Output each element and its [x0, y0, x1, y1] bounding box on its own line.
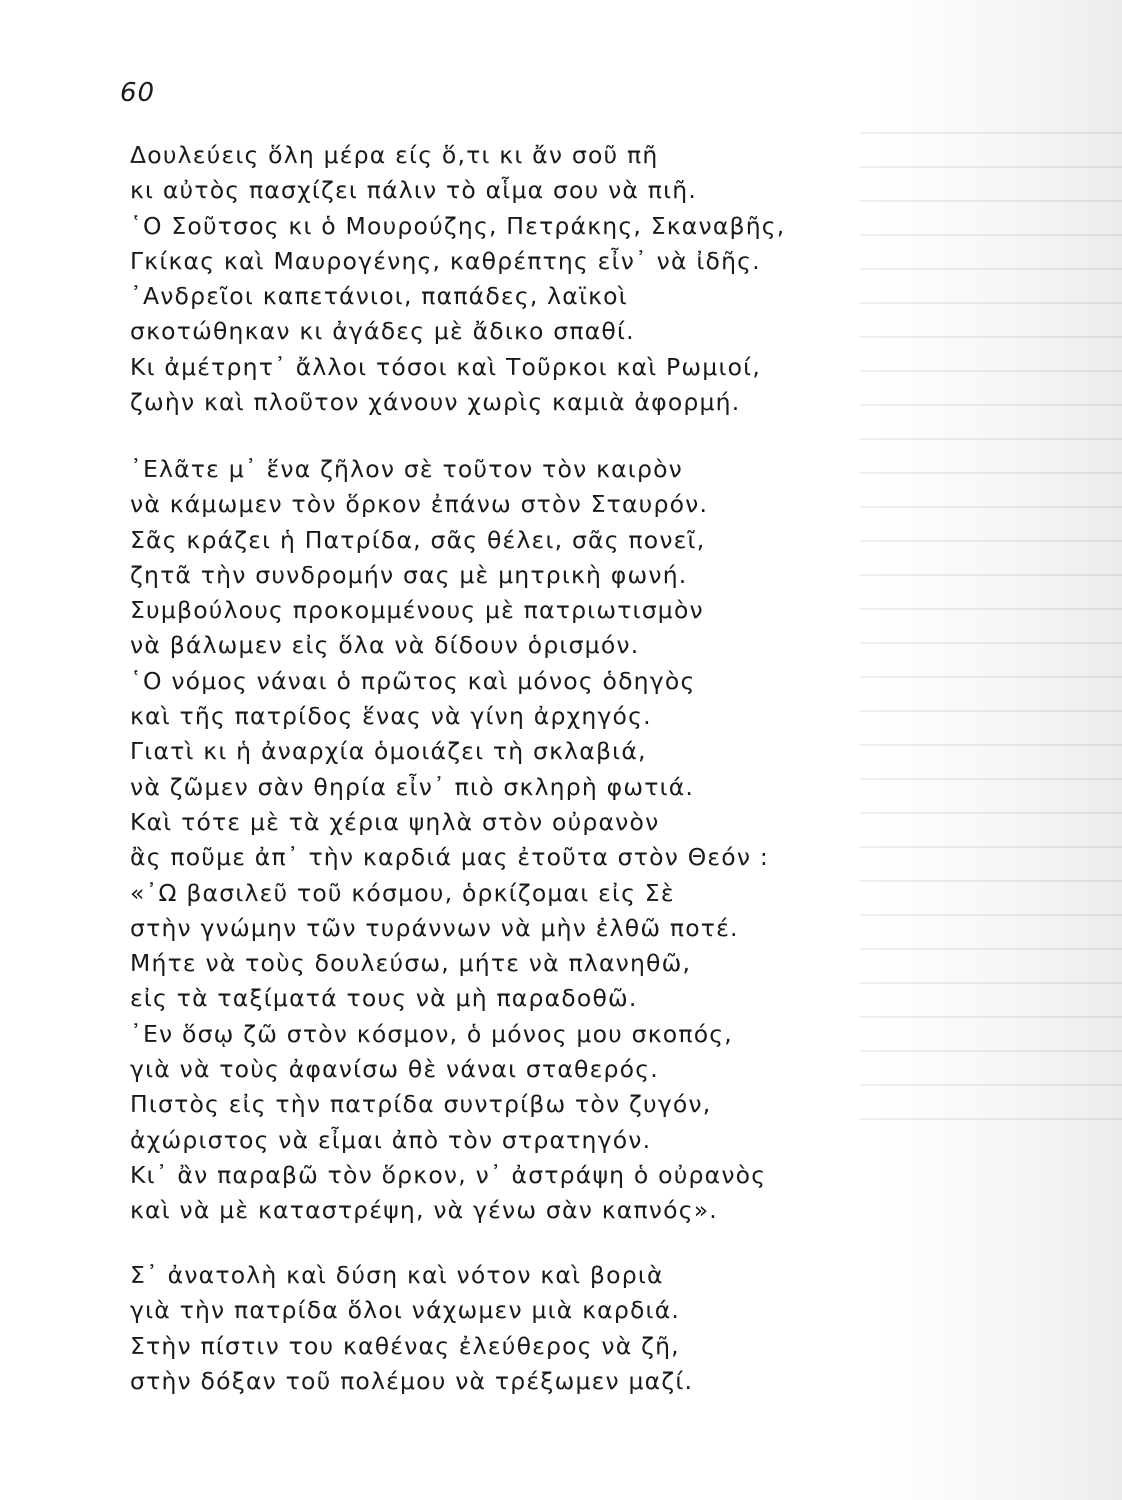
- poem-line: Δουλεύεις ὅλη μέρα είς ὅ,τι κι ἄν σοῦ πῆ: [130, 141, 659, 169]
- poem-line: Πιστὸς εἰς τὴν πατρίδα συντρίβω τὸν ζυγόν,: [130, 1090, 712, 1119]
- poem-line: γιὰ τὴν πατρίδα ὅλοι νάχωμεν μιὰ καρδιά.: [130, 1296, 681, 1325]
- poem-line: ᾿Ελᾶτε μ᾽ ἕνα ζῆλον σὲ τοῦτον τὸν καιρὸν: [130, 455, 683, 483]
- poem-line: Στὴν πίστιν του καθένας ἐλεύθερος νὰ ζῆ,: [130, 1331, 680, 1360]
- poem-line: στὴν δόξαν τοῦ πολέμου νὰ τρέξωμεν μαζί.: [130, 1366, 694, 1395]
- poem-line: καὶ νὰ μὲ καταστρέψη, νὰ γένω σὰν καπνός».: [130, 1196, 718, 1225]
- poem-line: στὴν γνώμην τῶν τυράννων νὰ μὴν ἐλθῶ ποτέ.: [130, 913, 739, 942]
- poem-line: ῾Ο Σοῦτσος κι ὁ Μουρούζης, Πετράκης, Σκαναβῆς,: [130, 211, 786, 240]
- poem-line: «᾿Ω βασιλεῦ τοῦ κόσμου, ὁρκίζομαι εἰς Σὲ: [130, 878, 675, 907]
- poem-line: εἰς τὰ ταξίματά τους νὰ μὴ παραδοθῶ.: [130, 984, 638, 1013]
- poem-line: Κι᾽ ἂν παραβῶ τὸν ὅρκον, ν᾽ ἀστράψη ὁ οὐρανὸς: [130, 1160, 767, 1189]
- poem-line: καὶ τῆς πατρίδος ἕνας νὰ γίνη ἀρχηγός.: [130, 702, 652, 731]
- poem-line: ῾Ο νόμος νάναι ὁ πρῶτος καὶ μόνος ὁδηγὸς: [130, 666, 696, 695]
- poem-line: ᾿Ανδρεῖοι καπετάνιοι, παπάδες, λαϊκοὶ: [130, 282, 628, 311]
- poem-line: νὰ βάλωμεν εἰς ὅλα νὰ δίδουν ὁρισμόν.: [130, 631, 640, 660]
- poem-stanza-2: [130, 452, 769, 1229]
- poem-line: ζωὴν καὶ πλοῦτον χάνουν χωρὶς καμιὰ ἀφορμή.: [130, 388, 741, 417]
- poem-stanza-1: [130, 138, 785, 420]
- poem-line: Κι ἀμέτρητ᾽ ἄλλοι τόσοι καὶ Τοῦρκοι καὶ Ρωμιοί,: [130, 352, 762, 381]
- poem-line: Μήτε νὰ τοὺς δουλεύσω, μήτε νὰ πλανηθῶ,: [130, 949, 692, 978]
- poem-line: Συμβούλους προκομμένους μὲ πατριωτισμὸν: [130, 596, 704, 625]
- poem-line: σκοτώθηκαν κι ἀγάδες μὲ ἄδικο σπαθί.: [130, 317, 635, 346]
- poem-line: Καὶ τότε μὲ τὰ χέρια ψηλὰ στὸν οὐρανὸν: [130, 807, 660, 836]
- poem-line: ᾿Εν ὅσῳ ζῶ στὸν κόσμον, ὁ μόνος μου σκοπός,: [130, 1019, 733, 1048]
- poem-line: γιὰ νὰ τοὺς ἀφανίσω θὲ νάναι σταθερός.: [130, 1055, 659, 1084]
- poem-line: νὰ ζῶμεν σὰν θηρία εἶν᾽ πιὸ σκληρὴ φωτιά.: [130, 772, 695, 801]
- poem-line: Γκίκας καὶ Μαυρογένης, καθρέπτης εἶν᾽ νὰ ἰδῆς.: [130, 246, 761, 275]
- poem-line: νὰ κάμωμεν τὸν ὅρκον ἐπάνω στὸν Σταυρόν.: [130, 490, 709, 519]
- poem-line: ἂς ποῦμε ἀπ᾽ τὴν καρδιά μας ἐτοῦτα στὸν Θεόν :: [130, 843, 769, 872]
- page-number: 60: [120, 78, 156, 108]
- poem-line: Γιατὶ κι ἡ ἀναρχία ὁμοιάζει τὴ σκλαβιά,: [130, 737, 647, 766]
- poem-line: ζητᾶ τὴν συνδρομήν σας μὲ μητρικὴ φωνή.: [130, 560, 688, 589]
- poem-line: κι αὐτὸς πασχίζει πάλιν τὸ αἷμα σου νὰ πιῆ.: [130, 176, 698, 205]
- bleed-through-shadow: [860, 120, 1122, 1120]
- poem-line: ἀχώριστος νὰ εἶμαι ἀπὸ τὸν στρατηγόν.: [130, 1125, 652, 1154]
- poem-stanza-3: [130, 1258, 693, 1399]
- poem-line: Σᾶς κράζει ἡ Πατρίδα, σᾶς θέλει, σᾶς πονεῖ,: [130, 525, 706, 554]
- poem-line: Σ᾽ ἀνατολὴ καὶ δύση καὶ νότον καὶ βοριὰ: [130, 1261, 664, 1289]
